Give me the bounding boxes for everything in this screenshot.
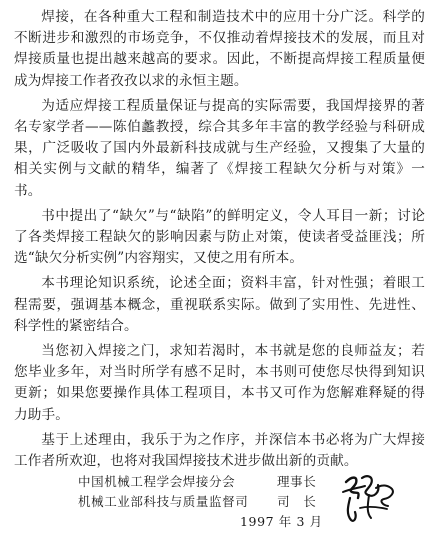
paragraph-3: 书中提出了“缺欠”与“缺陷”的鲜明定义，令人耳目一新；讨论了各类焊接工程缺欠的影响因素与防止对策，使读者受益匪浅；所选“缺欠分析实例”内容翔实，又使之用有所本。 — [14, 207, 425, 267]
signature-date-line — [78, 512, 323, 532]
signer-organization-2: 机械工业部科技与质量监督司 — [78, 494, 249, 509]
paragraph-6: 基于上述理由，我乐于为之作序，并深信本书必将为广大焊接工作者所欢迎，也将对我国焊接技术进步做出新的贡献。 — [14, 431, 425, 470]
paragraph-4: 本书理论知识系统，论述全面；资料丰富，针对性强；着眼工程需要，强调基本概念，重视联系实际。做到了实用性、先进性、科学性的紧密结合。 — [14, 275, 425, 334]
paragraph-2: 为适应焊接工程质量保证与提高的实际需要，我国焊接界的著名专家学者——陈伯蠡教授，综合其多年丰富的教学经验与科研成果，广泛吸收了国内外最新科技成就与生产经验，又搜集了大量的相关实例与文献的精华，编著了《焊接工程缺欠分析与对策》一书。 — [14, 97, 425, 199]
signer-organization-1: 中国机械工程学会焊接分会 — [78, 474, 236, 489]
signature-line-2 — [78, 492, 323, 512]
signature-line-1 — [78, 472, 323, 492]
signer-title-2: 司 长 — [277, 494, 317, 509]
paragraph-5: 当您初入焊接之门，求知若渴时，本书就是您的良师益友；若您毕业多年，对当时所学有感不足时，本书则可使您尽快得到知识更新；如果您要操作具体工程项目，本书又可作为您解难释疑的得力助手。 — [14, 343, 425, 423]
paragraph-1: 焊接，在各种重大工程和制造技术中的应用十分广泛。科学的不断进步和激烈的市场竞争，不仅推动着焊接技术的发展，而且对焊接质量也提出越来越高的要求。因此，不断提高焊接工程质量便成为焊接工作者孜孜以求的永恒主题。 — [14, 9, 425, 89]
handwritten-signature-icon — [338, 468, 398, 526]
signature-date: 1997 年 3 月 — [240, 514, 323, 529]
signer-title-1: 理事长 — [277, 474, 317, 489]
signature-block — [78, 472, 323, 532]
